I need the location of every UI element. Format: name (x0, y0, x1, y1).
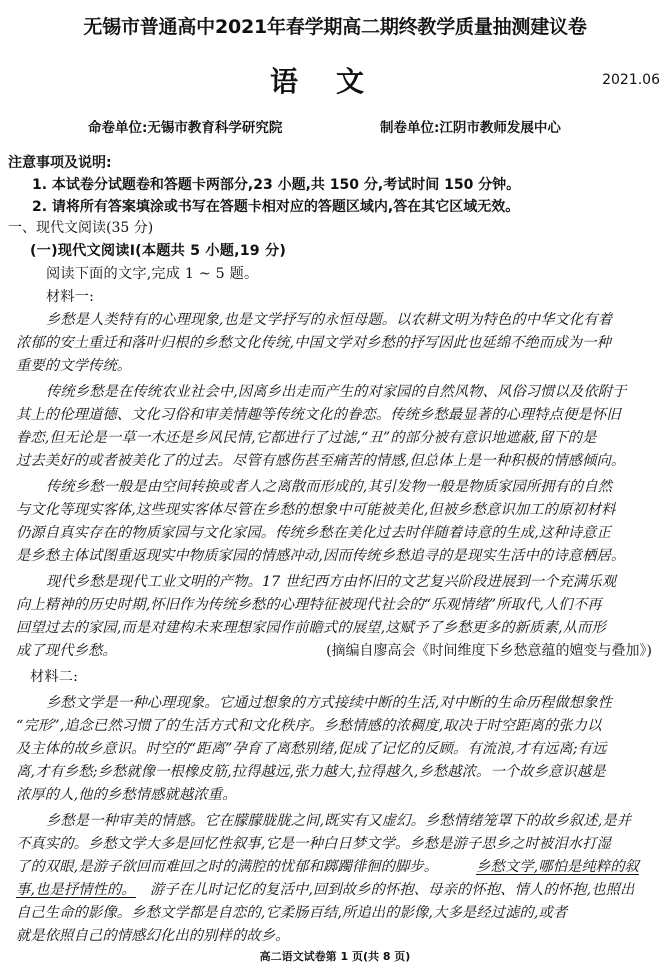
material-2-line: 乡愁是一种审美的情感。它在朦朦胧胧之间,既实有又虚幻。乡愁情绪笼罩下的故乡叙述,是并 (46, 813, 632, 829)
material-2-line: 离,才有乡愁;乡愁就像一根橡皮筋,拉得越远,张力越大,拉得越久,乡愁越浓。一个故乡意识越是 (16, 764, 606, 780)
subsection-heading: (一)现代文阅读Ⅰ(本题共 5 小题,19 分) (30, 243, 287, 259)
material-2-line: 了的双眼,是游子欲回而难回之时的满腔的忧郁和踯躅徘徊的脚步。 (16, 859, 439, 875)
printing-unit: 制卷单位:江阴市教师发展中心 (380, 120, 561, 136)
page-footer: 高二语文试卷第 1 页(共 8 页) (259, 950, 411, 963)
material-1-line: 仍源自真实存在的物质家园与文化家园。传统乡愁在美化过去时伴随着诗意的生成,这种诗意正 (16, 525, 611, 541)
material-1-line: 其上的伦理道德、文化习俗和审美情趣等传统文化的眷恋。传统乡愁最显著的心理特点便是怀旧 (16, 407, 621, 423)
material-1-line: 传统乡愁是在传统农业社会中,因离乡出走而产生的对家园的自然风物、风俗习惯以及依附于 (46, 384, 627, 400)
material-2-line: 及主体的故乡意识。时空的“距离”孕育了离愁别绪,促成了记忆的反顾。有流浪,才有远离;有远 (16, 741, 607, 757)
reading-instruction: 阅读下面的文字,完成 1 ~ 5 题。 (46, 266, 259, 282)
composing-unit: 命卷单位:无锡市教育科学研究院 (88, 120, 283, 136)
material-2-line: “完形”,追念已然习惯了的生活方式和文化秩序。乡愁情感的浓稠度,取决于时空距离的张力以 (16, 718, 602, 734)
material-1-line: 是乡愁主体试图重返现实中物质家园的情感冲动,因而传统乡愁追寻的是现实生活中的诗意栖居。 (16, 548, 626, 564)
section-heading: 一、现代文阅读(35 分) (8, 220, 154, 236)
material-2-label: 材料二: (30, 669, 79, 685)
material-2-line: 自己生命的影像。乡愁文学都是自恋的,它柔肠百结,所追出的影像,大多是经过滤的,或者 (16, 905, 568, 921)
material-1-line: 现代乡愁是现代工业文明的产物。17 世纪西方由怀旧的文艺复兴阶段进展到一个充满乐观 (46, 574, 617, 590)
material-2-line: 就是依照自己的情感幻化出的别样的故乡。 (16, 928, 290, 944)
material-1-source: (摘编自廖高会《时间维度下乡愁意蕴的嬗变与叠加》) (326, 643, 652, 659)
notice-heading: 注意事项及说明: (8, 155, 112, 171)
material-2-line: 浓厚的人,他的乡愁情感就越浓重。 (16, 787, 237, 803)
material-1-line: 成了现代乡愁。 (16, 643, 117, 659)
material-1-line: 乡愁是人类特有的心理现象,也是文学抒写的永恒母题。以农耕文明为特色的中华文化有着 (46, 312, 613, 328)
material-1-line: 传统乡愁一般是由空间转换或者人之离散而形成的,其引发物一般是物质家园所拥有的自然 (46, 479, 613, 495)
material-2-underlined-sentence: 事,也是抒情性的。 (16, 882, 136, 898)
material-2-line: 游子在儿时记忆的复活中,回到故乡的怀抱、母亲的怀抱、情人的怀抱,也照出 (150, 882, 635, 898)
material-1-line: 过去美好的或者被美化了的过去。尽管有感伤甚至痛苦的情感,但总体上是一种积极的情感倾向。 (16, 453, 626, 469)
material-1-line: 回望过去的家园,而是对建构未来理想家园作前瞻式的展望,这赋予了乡愁更多的新质素,从而形 (16, 620, 606, 636)
material-1-line: 向上精神的历史时期,怀旧作为传统乡愁的心理特征被现代社会的“乐观情绪”所取代,人们不再 (16, 597, 602, 613)
material-1-label: 材料一: (46, 289, 95, 305)
material-2-underlined-sentence: 乡愁文学,哪怕是纯粹的叙 (476, 859, 640, 875)
material-1-line: 重要的文学传统。 (16, 358, 132, 374)
material-1-line: 浓郁的安土重迁和落叶归根的乡愁文化传统,中国文学对乡愁的抒写因此也延绵不绝而成为一种 (16, 335, 611, 351)
exam-title: 无锡市普通高中2021年春学期高二期终教学质量抽测建议卷 (83, 16, 587, 38)
notice-item-1: 1. 本试卷分试题卷和答题卡两部分,23 小题,共 150 分,考试时间 150 分钟。 (32, 177, 521, 193)
material-1-line: 眷恋,但无论是一草一木还是乡风民情,它都进行了过滤,“丑”的部分被有意识地遮蔽,留下的是 (16, 430, 597, 446)
exam-date: 2021.06 (602, 72, 660, 88)
material-1-line: 与文化等现实客体,这些现实客体尽管在乡愁的想象中可能被美化,但被乡愁意识加工的原初材料 (16, 502, 616, 518)
material-2-line: 不真实的。乡愁文学大多是回忆性叙事,它是一种白日梦文学。乡愁是游子思乡之时被泪水打湿 (16, 836, 611, 852)
material-2-line: 乡愁文学是一种心理现象。它通过想象的方式接续中断的生活,对中断的生命历程做想象性 (46, 695, 613, 711)
subject-title: 语文 (270, 65, 403, 98)
notice-item-2: 2. 请将所有答案填涂或书写在答题卡相对应的答题区域内,答在其它区域无效。 (32, 199, 520, 215)
